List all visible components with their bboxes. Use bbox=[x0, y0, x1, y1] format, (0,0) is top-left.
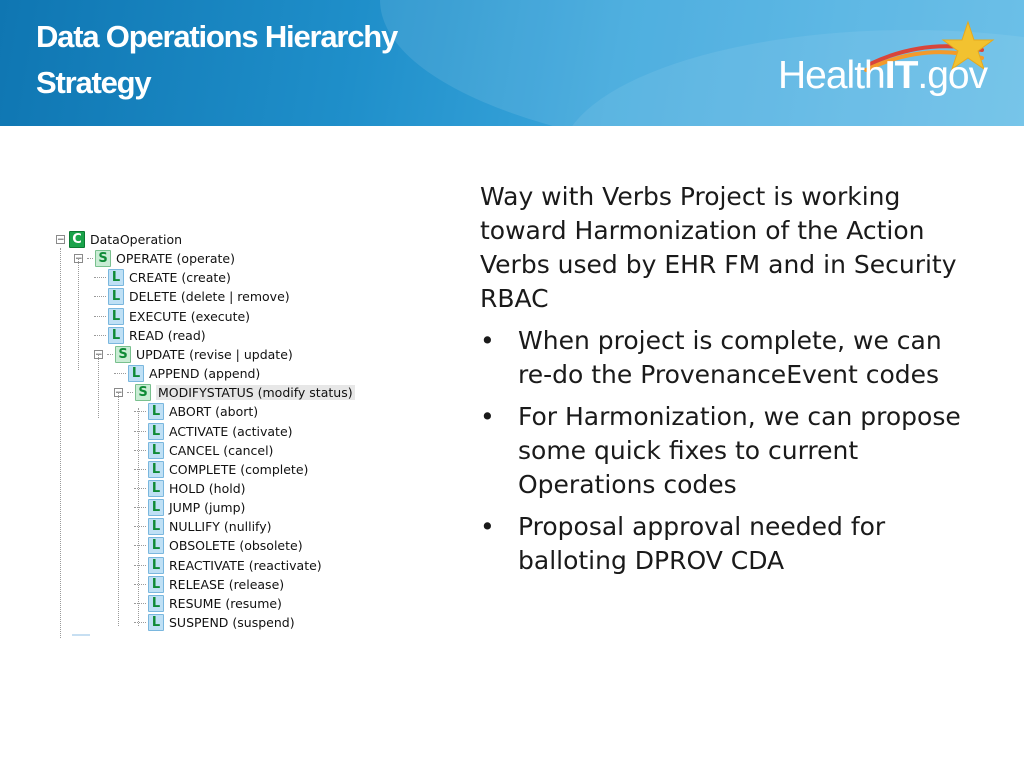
tree-node[interactable] bbox=[114, 364, 260, 383]
node-type-l-icon: L bbox=[148, 442, 164, 459]
collapse-toggle-icon[interactable]: − bbox=[115, 388, 123, 399]
tree-connector bbox=[134, 584, 146, 585]
tree-node[interactable] bbox=[134, 613, 295, 632]
tree-node-label: CANCEL (cancel) bbox=[169, 442, 274, 458]
tree-connector bbox=[94, 335, 106, 336]
node-type-l-icon: L bbox=[148, 461, 164, 478]
tree-node[interactable] bbox=[114, 383, 355, 402]
slide-title-line2: Strategy bbox=[36, 65, 151, 100]
tree-node-label: EXECUTE (execute) bbox=[129, 308, 251, 324]
tree-node-label: APPEND (append) bbox=[149, 366, 261, 382]
node-type-l-icon: L bbox=[108, 308, 124, 325]
node-type-l-icon: L bbox=[148, 537, 164, 554]
logo-wordmark bbox=[778, 54, 987, 98]
logo-text-it: IT bbox=[884, 54, 918, 97]
tree-guide-line bbox=[138, 408, 139, 626]
tree-node-label: DELETE (delete | remove) bbox=[129, 289, 290, 305]
tree-node-label: RESUME (resume) bbox=[169, 595, 282, 611]
tree-scroll-indicator bbox=[72, 634, 90, 636]
node-type-l-icon: L bbox=[148, 557, 164, 574]
node-type-s-icon: S bbox=[115, 346, 131, 363]
tree-node[interactable] bbox=[134, 460, 308, 479]
header-banner bbox=[0, 0, 1024, 126]
node-type-l-icon: L bbox=[108, 288, 124, 305]
tree-node[interactable] bbox=[56, 230, 182, 249]
tree-node[interactable] bbox=[134, 536, 303, 555]
tree-connector bbox=[134, 488, 146, 489]
tree-guide-line bbox=[78, 258, 79, 370]
slide-body bbox=[480, 180, 980, 586]
tree-node-label: OPERATE (operate) bbox=[116, 251, 235, 267]
tree-connector bbox=[134, 431, 146, 432]
node-type-l-icon: L bbox=[148, 518, 164, 535]
tree-connector bbox=[114, 373, 126, 374]
tree-node[interactable] bbox=[134, 517, 272, 536]
healthit-logo bbox=[720, 20, 1010, 110]
tree-node-label: RELEASE (release) bbox=[169, 576, 285, 592]
tree-node[interactable] bbox=[134, 575, 284, 594]
node-type-l-icon: L bbox=[128, 365, 144, 382]
tree-node-label: OBSOLETE (obsolete) bbox=[169, 538, 303, 554]
tree-connector bbox=[87, 258, 93, 259]
tree-node-label: READ (read) bbox=[129, 327, 206, 343]
tree-node-label: JUMP (jump) bbox=[169, 500, 246, 516]
node-type-l-icon: L bbox=[108, 327, 124, 344]
tree-node-label: CREATE (create) bbox=[129, 270, 231, 286]
tree-node-label: MODIFYSTATUS (modify status) bbox=[158, 385, 353, 401]
tree-node-label: ABORT (abort) bbox=[169, 404, 259, 420]
tree-connector bbox=[134, 507, 146, 508]
node-type-l-icon: L bbox=[148, 423, 164, 440]
tree-node[interactable] bbox=[134, 479, 246, 498]
tree-node-label: ACTIVATE (activate) bbox=[169, 423, 293, 439]
tree-node-label: REACTIVATE (reactivate) bbox=[169, 557, 322, 573]
tree-connector bbox=[134, 603, 146, 604]
tree-node-label: NULLIFY (nullify) bbox=[169, 519, 272, 535]
tree-node-label: UPDATE (revise | update) bbox=[136, 346, 293, 362]
node-type-l-icon: L bbox=[148, 614, 164, 631]
tree-connector bbox=[94, 277, 106, 278]
tree-node-label: HOLD (hold) bbox=[169, 480, 246, 496]
tree-node[interactable] bbox=[94, 307, 250, 326]
bullet-item: • When project is complete, we can re-do the ProvenanceEvent codes bbox=[480, 324, 980, 392]
tree-node-label: SUSPEND (suspend) bbox=[169, 615, 295, 630]
tree-guide-line bbox=[98, 354, 99, 418]
bullet-item: • For Harmonization, we can propose some quick fixes to current Operations codes bbox=[480, 400, 980, 502]
tree-guide-line bbox=[118, 392, 119, 626]
collapse-toggle-icon[interactable]: − bbox=[75, 254, 83, 265]
bullet-list bbox=[480, 324, 980, 578]
tree-node[interactable] bbox=[94, 268, 231, 287]
tree-connector bbox=[127, 392, 133, 393]
collapse-toggle-icon[interactable]: − bbox=[57, 235, 65, 245]
slide-title bbox=[36, 14, 516, 106]
collapse-toggle-icon[interactable]: − bbox=[95, 349, 103, 360]
tree-node-label: DataOperation bbox=[90, 232, 183, 247]
tree-node[interactable] bbox=[134, 556, 322, 575]
tree-node[interactable] bbox=[134, 441, 273, 460]
tree-node[interactable] bbox=[134, 594, 282, 613]
tree-connector bbox=[107, 354, 113, 355]
tree-connector bbox=[134, 450, 146, 451]
tree-connector bbox=[134, 526, 146, 527]
tree-node[interactable] bbox=[74, 249, 235, 268]
tree-node[interactable] bbox=[94, 326, 206, 345]
node-type-c-icon: C bbox=[69, 231, 85, 248]
node-type-s-icon: S bbox=[95, 250, 111, 267]
tree-connector bbox=[134, 565, 146, 566]
tree-node[interactable] bbox=[134, 422, 293, 441]
tree-connector bbox=[94, 316, 106, 317]
node-type-l-icon: L bbox=[148, 595, 164, 612]
data-operation-tree bbox=[56, 230, 376, 638]
tree-node[interactable] bbox=[94, 345, 293, 364]
node-type-l-icon: L bbox=[108, 269, 124, 286]
tree-connector bbox=[134, 469, 146, 470]
tree-connector bbox=[134, 411, 146, 412]
tree-connector bbox=[134, 622, 146, 623]
logo-text-gov: .gov bbox=[917, 54, 988, 97]
node-type-l-icon: L bbox=[148, 403, 164, 420]
bullet-item: • Proposal approval needed for balloting DPROV CDA bbox=[480, 510, 980, 578]
tree-connector bbox=[94, 296, 106, 297]
tree-node[interactable] bbox=[134, 498, 245, 517]
node-type-s-icon: S bbox=[135, 384, 151, 401]
node-type-l-icon: L bbox=[148, 480, 164, 497]
tree-outer-guide-line bbox=[60, 248, 61, 638]
tree-node[interactable] bbox=[134, 402, 258, 421]
tree-connector bbox=[134, 545, 146, 546]
node-type-l-icon: L bbox=[148, 499, 164, 516]
tree-node[interactable] bbox=[94, 287, 290, 306]
logo-text-health: Health bbox=[778, 54, 885, 97]
intro-paragraph: Way with Verbs Project is working toward Harmonization of the Action Verbs used by EHR FM and in Security RBAC bbox=[480, 182, 957, 313]
tree-node-label: COMPLETE (complete) bbox=[169, 461, 309, 477]
slide-title-line1: Data Operations Hierarchy bbox=[36, 19, 398, 54]
node-type-l-icon: L bbox=[148, 576, 164, 593]
